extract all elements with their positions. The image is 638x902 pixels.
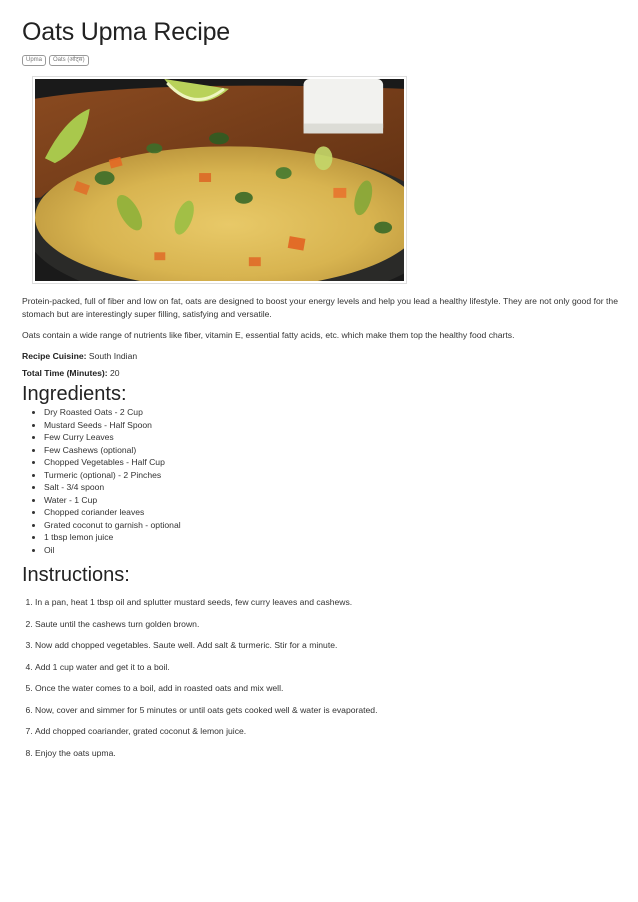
ingredient-item: • Chopped coriander leaves: [44, 506, 181, 519]
instruction-step: 5. Once the water comes to a boil, add in roasted oats and mix well.: [35, 682, 377, 704]
recipe-cuisine: [22, 351, 137, 361]
instruction-step: 4. Add 1 cup water and get it to a boil.: [35, 661, 377, 683]
instruction-step: 1. In a pan, heat 1 tbsp oil and splutter mustard seeds, few curry leaves and cashews.: [35, 596, 377, 618]
ingredient-item: • Salt - 3/4 spoon: [44, 481, 181, 494]
ingredient-item: • Dry Roasted Oats - 2 Cup: [44, 406, 181, 419]
tag-oats[interactable]: Oats (ओट्स): [49, 55, 89, 66]
instruction-step: 2. Saute until the cashews turn golden brown.: [35, 618, 377, 640]
instructions-list: [22, 596, 377, 768]
recipe-cuisine-label: Recipe Cuisine:: [22, 351, 87, 361]
total-time-label: Total Time (Minutes):: [22, 368, 108, 378]
tag-upma[interactable]: Upma: [22, 55, 46, 66]
page-title: Oats Upma Recipe: [22, 18, 230, 46]
instruction-step: 3. Now add chopped vegetables. Saute well. Add salt & turmeric. Stir for a minute.: [35, 639, 377, 661]
instruction-step: 6. Now, cover and simmer for 5 minutes or until oats gets cooked well & water is evaporated.: [35, 704, 377, 726]
ingredient-item: • Water - 1 Cup: [44, 494, 181, 507]
ingredients-list: [22, 406, 181, 556]
ingredient-item: • Grated coconut to garnish - optional: [44, 519, 181, 532]
ingredients-heading: Ingredients:: [22, 383, 127, 405]
tag-list: [22, 55, 89, 66]
ingredient-item: • Few Cashews (optional): [44, 444, 181, 457]
description-paragraph-2: Oats contain a wide range of nutrients like fiber, vitamin E, essential fatty acids, etc. which make them top the healthy food charts.: [22, 330, 515, 340]
ingredient-item: • Oil: [44, 544, 181, 557]
ingredient-item: • Few Curry Leaves: [44, 431, 181, 444]
description-paragraph-1: Protein-packed, full of fiber and low on fat, oats are designed to boost your energy levels and help you lead a healthy lifestyle. They are not only good for the stomach but are interestingly super filling, satisfying and versatile.: [22, 296, 618, 319]
oats-upma-illustration: [35, 79, 404, 281]
instructions-heading: Instructions:: [22, 564, 130, 586]
total-time-value: 20: [107, 368, 120, 378]
ingredient-item: • 1 tbsp lemon juice: [44, 531, 181, 544]
recipe-cuisine-value: South Indian: [86, 351, 138, 361]
total-time: [22, 368, 120, 378]
ingredient-item: • Mustard Seeds - Half Spoon: [44, 419, 181, 432]
instruction-step: 8. Enjoy the oats upma.: [35, 747, 377, 769]
instruction-step: 7. Add chopped coariander, grated coconut & lemon juice.: [35, 725, 377, 747]
recipe-photo: [32, 76, 407, 284]
ingredient-item: • Turmeric (optional) - 2 Pinches: [44, 469, 181, 482]
ingredient-item: • Chopped Vegetables - Half Cup: [44, 456, 181, 469]
